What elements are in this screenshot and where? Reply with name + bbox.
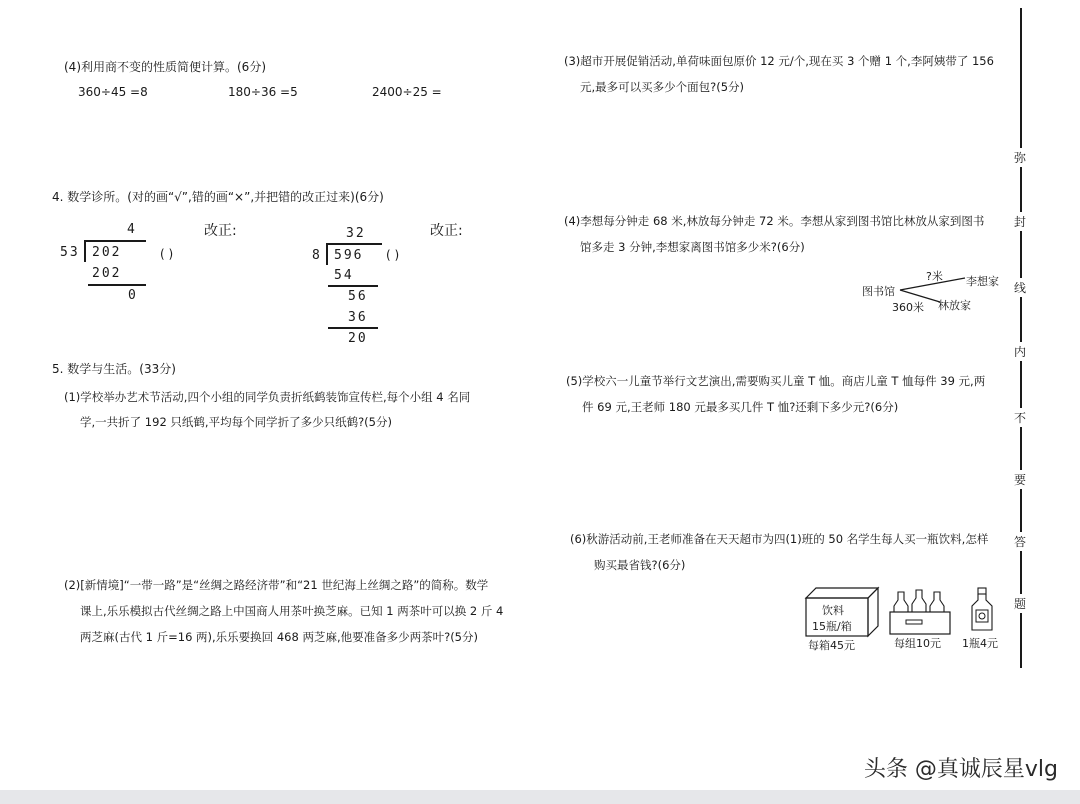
- q5-line-2: 件 69 元,王老师 180 元最多买几件 T 恤?还剩下多少元?(6分): [582, 400, 899, 414]
- calc-item-3: 2400÷25 =: [372, 85, 442, 99]
- bottle-crate-icon: [886, 586, 956, 638]
- div2-step2: 56: [348, 289, 368, 304]
- q1-line-1: (1)学校举办艺术节活动,四个小组的同学负责折纸鹤装饰宣传栏,每个小组 4 名同: [64, 390, 471, 404]
- seal-char-8: 题: [1014, 594, 1026, 613]
- seal-char-5: 不: [1014, 408, 1026, 427]
- div1-dividend: 202: [92, 245, 122, 260]
- bottom-strip: [0, 790, 1080, 804]
- lixiang-home-label: 李想家: [966, 275, 999, 288]
- seal-char-1: 弥: [1014, 148, 1026, 167]
- single-price: 1瓶4元: [962, 637, 998, 650]
- seal-char-4: 内: [1014, 342, 1026, 361]
- q2-line-3: 两芝麻(古代 1 斤=16 两),乐乐要换回 468 两芝麻,他要准备多少两茶叶?(5分): [80, 630, 478, 644]
- q3-line-1: (3)超市开展促销活动,单荷味面包原价 12 元/个,现在买 3 个赠 1 个,李阿姨带了 156: [564, 54, 994, 68]
- div1-remainder: 0: [128, 288, 138, 303]
- section4-title: 4. 数学诊所。(对的画“√”,错的画“×”,并把错的改正过来)(6分): [52, 190, 384, 204]
- box-price: 每箱45元: [808, 639, 855, 652]
- calc-item-2: 180÷36 =5: [228, 85, 298, 99]
- div2-dividend: 596: [334, 248, 364, 263]
- div1-correct-label: 改正:: [204, 223, 237, 239]
- q4-line-2: 馆多走 3 分钟,李想家离图书馆多少米?(6分): [580, 240, 805, 254]
- q2-line-2: 课上,乐乐模拟古代丝绸之路上中国商人用茶叶换芝麻。已知 1 两茶叶可以换 2 斤 4: [80, 604, 504, 618]
- section4-sub-title: (4)利用商不变的性质简便计算。(6分): [64, 60, 266, 74]
- single-bottle-icon: [968, 586, 996, 634]
- calc-item-1: 360÷45 =8: [78, 85, 148, 99]
- watermark: 头条 @真诚辰星vlg: [863, 757, 1058, 782]
- group-price: 每组10元: [894, 637, 941, 650]
- box-label: 饮料: [822, 604, 844, 617]
- q6-line-1: (6)秋游活动前,王老师准备在天天超市为四(1)班的 50 名学生每人买一瓶饮料,怎样: [570, 532, 989, 546]
- div2-step1: 54: [334, 268, 354, 283]
- seal-char-7: 答: [1014, 532, 1026, 551]
- q3-line-2: 元,最多可以买多少个面包?(5分): [580, 80, 745, 94]
- div1-quotient: 4: [127, 222, 137, 237]
- div1-answer-paren: ( ): [160, 247, 174, 261]
- div2-step3: 36: [348, 310, 368, 325]
- div2-answer-paren: ( ): [386, 248, 400, 262]
- q4-line-1: (4)李想每分钟走 68 米,林放每分钟走 72 米。李想从家到图书馆比林放从家到图书: [564, 214, 985, 228]
- q6-line-2: 购买最省钱?(6分): [594, 558, 686, 572]
- div2-remainder: 20: [348, 331, 368, 346]
- section5-title: 5. 数学与生活。(33分): [52, 362, 176, 376]
- q5-line-1: (5)学校六一儿童节举行文艺演出,需要购买儿童 T 恤。商店儿童 T 恤每件 39 元,两: [566, 374, 986, 388]
- seal-char-2: 封: [1014, 212, 1026, 231]
- box-count: 15瓶/箱: [812, 620, 852, 633]
- q2-line-1: (2)[新情境]“一带一路”是“丝绸之路经济带”和“21 世纪海上丝绸之路”的简称。数学: [64, 578, 489, 592]
- div2-quotient: 32: [346, 226, 366, 241]
- library-label: 图书馆: [862, 285, 895, 298]
- div1-step1: 202: [92, 266, 122, 281]
- distance-360-label: 360米: [892, 301, 924, 314]
- seal-char-6: 要: [1014, 470, 1026, 489]
- div2-correct-label: 改正:: [430, 223, 463, 239]
- q1-line-2: 学,一共折了 192 只纸鹤,平均每个同学折了多少只纸鹤?(5分): [80, 415, 392, 429]
- linfang-home-label: 林放家: [938, 299, 971, 312]
- seal-char-3: 线: [1014, 278, 1026, 297]
- div1-divisor: 53: [60, 245, 80, 260]
- div2-divisor: 8: [312, 248, 322, 263]
- unknown-distance-label: ?米: [926, 270, 943, 283]
